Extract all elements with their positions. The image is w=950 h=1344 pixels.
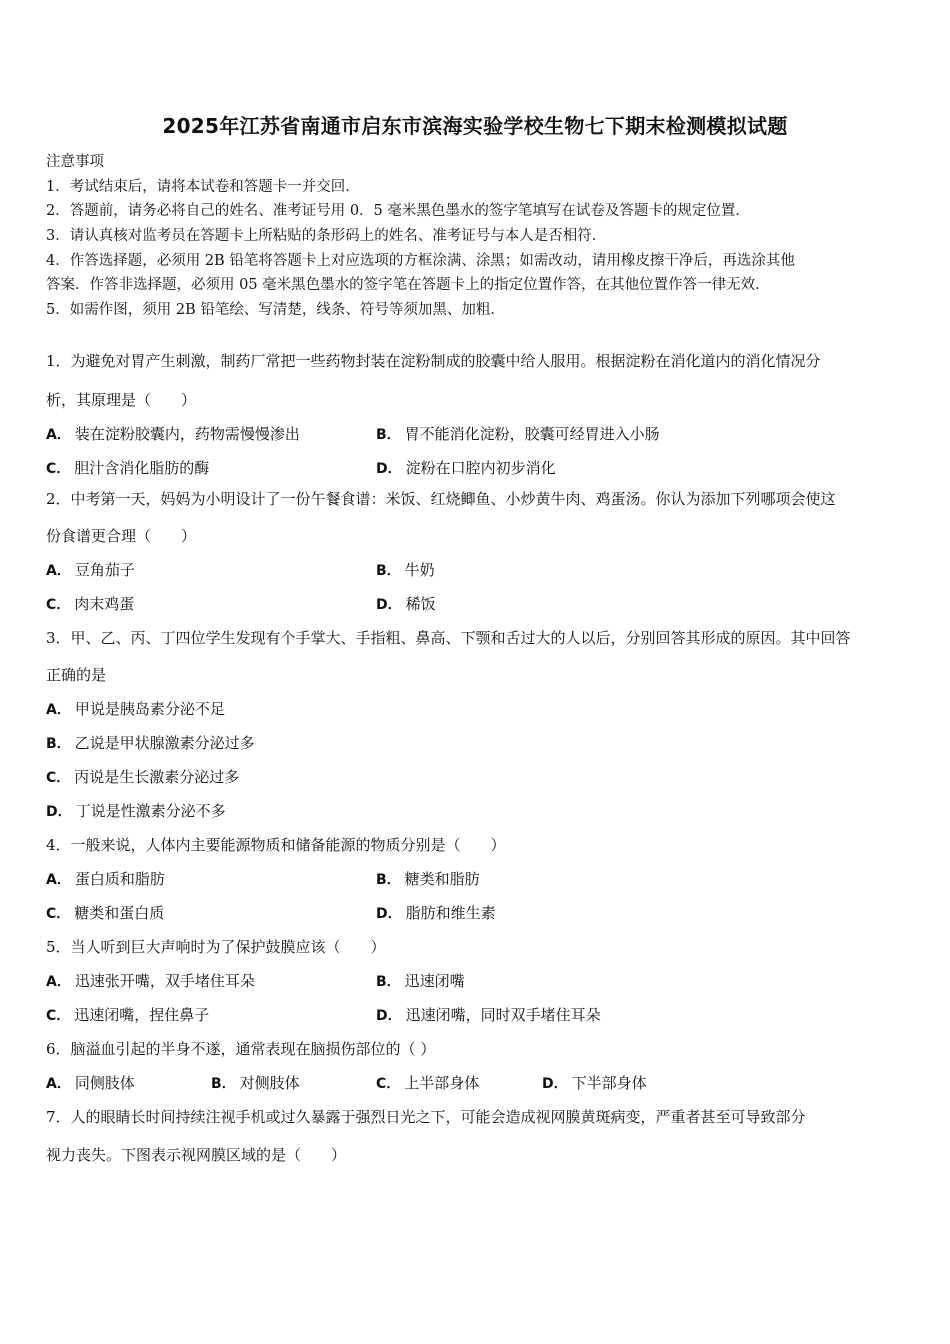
question-2-option-a[interactable] [46,553,135,588]
question-2-options-row-2 [46,587,916,621]
question-6-option-d[interactable] [542,1066,647,1101]
question-2-options-row-1 [46,553,916,587]
question-5-option-b[interactable] [376,964,465,999]
question-4-option-b[interactable] [376,862,480,897]
question-5 [46,930,916,1032]
question-3-option-d[interactable] [46,794,916,828]
option-letter: C． [46,906,71,922]
question-1-option-c[interactable] [46,451,209,486]
option-text: 胆汁含消化脂肪的酶 [74,459,210,477]
option-letter: D． [376,906,402,922]
option-text: 牛奶 [404,561,435,579]
question-3-option-b[interactable] [46,726,916,760]
option-letter: B． [46,736,71,752]
note-item-5: 5．如需作图，须用 2B 铅笔绘、写清楚，线条、符号等须加黑、加粗． [46,302,505,319]
option-text: 糖类和脂肪 [404,870,480,888]
option-letter: C． [46,770,71,786]
question-1-options-row-1 [46,417,916,451]
option-letter: C． [376,1076,401,1092]
option-text: 乙说是甲状腺激素分泌过多 [74,734,255,752]
option-letter: B． [376,563,401,579]
question-6-option-c[interactable] [376,1066,479,1101]
question-4-options-row-2 [46,896,916,930]
option-letter: B． [376,974,401,990]
note-item-1: 1．考试结束后，请将本试卷和答题卡一并交回． [46,178,360,195]
question-4 [46,828,916,930]
question-1-options-row-2 [46,451,916,485]
note-item-3: 3．请认真核对监考员在答题卡上所粘贴的条形码上的姓名、准考证号与本人是否相符． [46,228,607,245]
question-3-stem-line-2: 正确的是 [46,666,107,684]
question-1-stem-line-1: 1．为避免对胃产生刺激，制药厂常把一些药物封装在淀粉制成的胶囊中给人服用。根据淀粉在消化道内的消化情况分 [46,352,821,370]
question-3-stem-line-1: 3．甲、乙、丙、丁四位学生发现有个手掌大、手指粗、鼻高、下颚和舌过大的人以后，分别回答其形成的原因。其中回答 [46,629,851,647]
option-text: 上半部身体 [404,1074,480,1092]
option-letter: D． [46,804,72,820]
option-text: 丁说是性激素分泌不多 [75,802,226,820]
option-text: 淀粉在口腔内初步消化 [405,459,556,477]
option-text: 迅速闭嘴，捏住鼻子 [74,1006,210,1024]
page-title: 2025年江苏省南通市启东市滨海实验学校生物七下期末检测模拟试题 [162,114,788,138]
question-3-option-a[interactable] [46,692,916,726]
question-6-option-b[interactable] [211,1066,300,1101]
question-4-options-row-1 [46,862,916,896]
option-letter: D． [376,1008,402,1024]
option-letter: A． [46,974,71,990]
option-letter: C． [46,461,71,477]
option-letter: A． [46,872,71,888]
option-letter: A． [46,427,71,443]
option-text: 对侧肢体 [239,1074,300,1092]
option-text: 同侧肢体 [74,1074,135,1092]
option-text: 迅速闭嘴 [404,972,465,990]
question-6-option-a[interactable] [46,1066,135,1101]
question-6-options-row [46,1066,916,1100]
question-4-option-c[interactable] [46,896,164,931]
note-item-4-continued: 答案．作答非选择题，必须用 05 毫米黑色墨水的签字笔在答题卡上的指定位置作答，在其他位置作答一律无效． [46,277,770,294]
option-text: 脂肪和维生素 [405,904,496,922]
question-6 [46,1032,916,1100]
question-4-option-d[interactable] [376,896,496,931]
question-5-option-c[interactable] [46,998,209,1033]
option-letter: A． [46,563,71,579]
question-7-stem-line-2: 视力丧失。下图表示视网膜区域的是（ ） [46,1146,347,1164]
note-item-4: 4．作答选择题，必须用 2B 铅笔将答题卡上对应选项的方框涂满、涂黑；如需改动，请用橡皮擦干净后，再选涂其他 [46,252,795,269]
question-2-option-c[interactable] [46,587,134,622]
question-2-option-d[interactable] [376,587,436,622]
question-1 [46,343,916,485]
note-item-2: 2．答题前，请务必将自己的姓名、准考证号用 0．5 毫米黑色墨水的签字笔填写在试卷及答题卡的规定位置． [46,203,750,220]
option-text: 稀饭 [405,595,436,613]
question-2 [46,482,916,621]
option-text: 丙说是生长激素分泌过多 [74,768,240,786]
option-text: 甲说是胰岛素分泌不足 [74,700,225,718]
notes-section [46,150,916,323]
option-letter: D． [376,461,402,477]
option-text: 胃不能消化淀粉，胶囊可经胃进入小肠 [404,425,660,443]
option-letter: D． [542,1076,568,1092]
question-5-option-d[interactable] [376,998,601,1033]
option-text: 迅速闭嘴，同时双手堵住耳朵 [405,1006,601,1024]
question-2-stem-line-1: 2．中考第一天，妈妈为小明设计了一份午餐食谱：米饭、红烧鲫鱼、小炒黄牛肉、鸡蛋汤。你认为添加下列哪项会使这 [46,490,836,508]
option-text: 豆角茄子 [74,561,135,579]
option-letter: B． [376,427,401,443]
question-1-option-d[interactable] [376,451,556,486]
question-6-stem-line-1: 6．脑溢血引起的半身不遂，通常表现在脑损伤部位的（ ） [46,1040,436,1058]
question-1-option-a[interactable] [46,417,300,452]
question-3-option-c[interactable] [46,760,916,794]
option-text: 肉末鸡蛋 [74,595,135,613]
question-3 [46,621,916,828]
option-letter: D． [376,597,402,613]
question-5-options-row-2 [46,998,916,1032]
option-letter: A． [46,702,71,718]
option-text: 迅速张开嘴，双手堵住耳朵 [74,972,255,990]
option-text: 装在淀粉胶囊内，药物需慢慢渗出 [74,425,300,443]
notes-heading: 注意事项 [46,154,104,170]
question-2-stem-line-2: 份食谱更合理（ ） [46,527,197,545]
question-1-stem-line-2: 析，其原理是（ ） [46,391,197,409]
question-5-option-a[interactable] [46,964,255,999]
question-7 [46,1100,916,1172]
option-text: 糖类和蛋白质 [74,904,165,922]
option-letter: B． [211,1076,236,1092]
question-5-stem-line-1: 5．当人听到巨大声响时为了保护鼓膜应该（ ） [46,938,386,956]
question-7-stem-line-1: 7．人的眼睛长时间持续注视手机或过久暴露于强烈日光之下，可能会造成视网膜黄斑病变，严重者甚至可导致部分 [46,1108,806,1126]
option-letter: C． [46,1008,71,1024]
question-1-option-b[interactable] [376,417,660,452]
option-letter: A． [46,1076,71,1092]
question-2-option-b[interactable] [376,553,435,588]
question-4-stem-line-1: 4．一般来说，人体内主要能源物质和储备能源的物质分别是（ ） [46,836,506,854]
option-letter: C． [46,597,71,613]
question-5-options-row-1 [46,964,916,998]
option-text: 蛋白质和脂肪 [74,870,165,888]
option-text: 下半部身体 [571,1074,647,1092]
question-4-option-a[interactable] [46,862,165,897]
option-letter: B． [376,872,401,888]
